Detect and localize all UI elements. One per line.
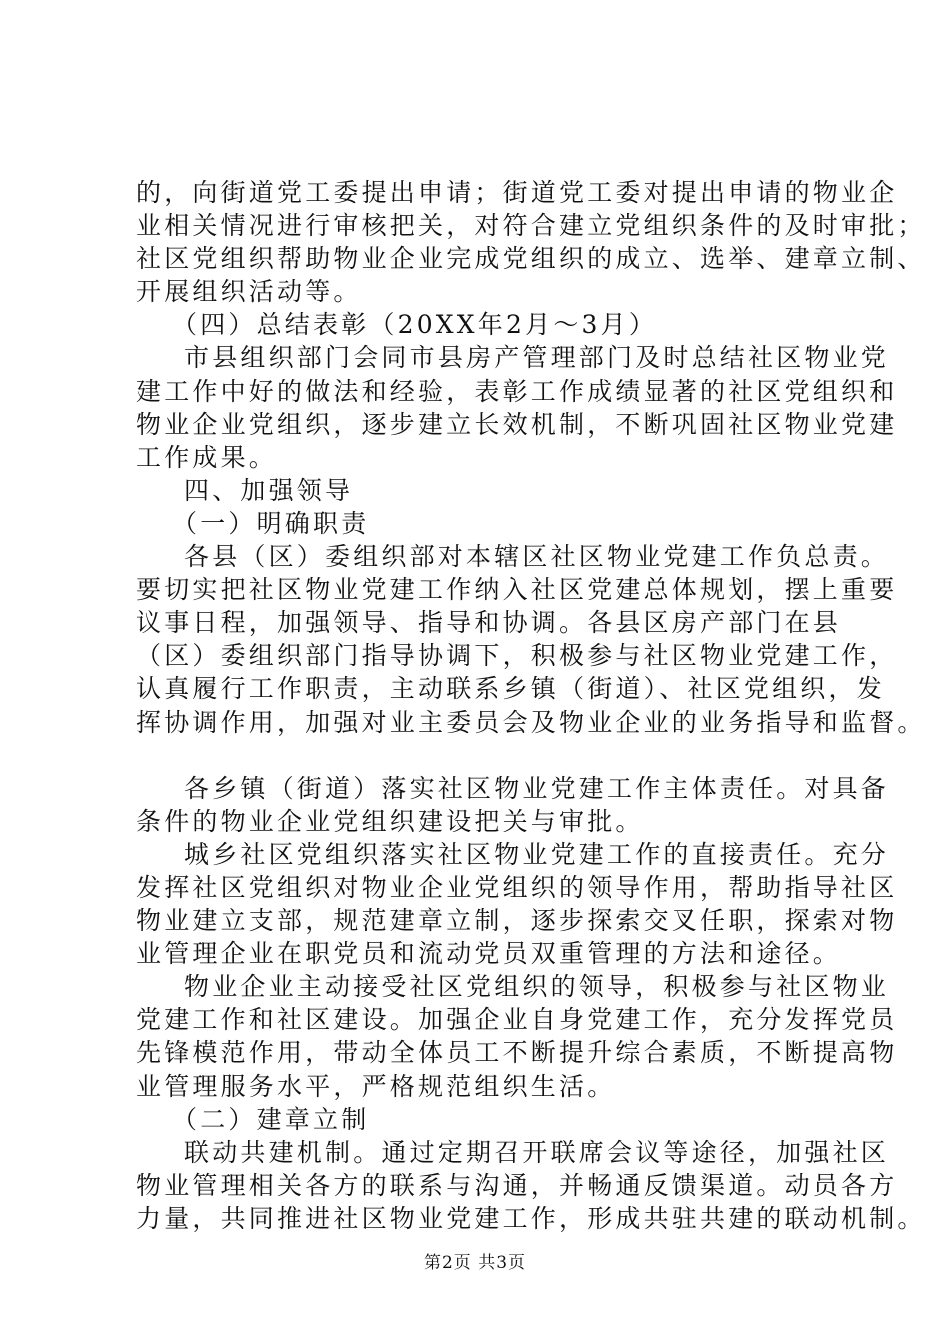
blank-line bbox=[136, 739, 856, 772]
text-line: 物业企业党组织，逐步建立长效机制，不断巩固社区物业党建 bbox=[136, 409, 898, 439]
paragraph-start: 各县（区）委组织部对本辖区社区物业党建工作负总责。 bbox=[184, 542, 890, 572]
subsection-heading: （一）明确职责 bbox=[172, 508, 370, 538]
text-line: （区）委组织部门指导协调下，积极参与社区物业党建工作， bbox=[136, 641, 898, 671]
text-line: 的，向街道党工委提出申请；街道党工委对提出申请的物业企 bbox=[136, 178, 898, 207]
paragraph-start: 物业企业主动接受社区党组织的领导，积极参与社区物业 bbox=[184, 972, 890, 1002]
section-heading: 四、加强领导 bbox=[184, 475, 354, 505]
text-line: 物业建立支部，规范建章立制，逐步探索交叉任职，探索对物 bbox=[136, 906, 898, 936]
text-line: 发挥社区党组织对物业企业党组织的领导作用，帮助指导社区 bbox=[136, 872, 898, 902]
text-line: 社区党组织帮助物业企业完成党组织的成立、选举、建章立制、 bbox=[136, 244, 926, 274]
document-body bbox=[136, 176, 926, 1235]
text-line: 认真履行工作职责，主动联系乡镇（街道）、社区党组织，发 bbox=[136, 674, 885, 704]
paragraph-start: 联动共建机制。通过定期召开联席会议等途径，加强社区 bbox=[184, 1137, 890, 1167]
section-heading: （四）总结表彰（20XX年2月～3月） bbox=[172, 310, 658, 340]
text-line: 议事日程，加强领导、指导和协调。各县区房产部门在县 bbox=[136, 608, 842, 638]
text-line: 业管理服务水平，严格规范组织生活。 bbox=[136, 1071, 616, 1101]
text-line: 业管理企业在职党员和流动党员双重管理的方法和途径。 bbox=[136, 939, 842, 969]
text-line: 先锋模范作用，带动全体员工不断提升综合素质，不断提高物 bbox=[136, 1038, 898, 1068]
text-line: 业相关情况进行审核把关，对符合建立党组织条件的及时审批； bbox=[136, 211, 926, 241]
subsection-heading: （二）建章立制 bbox=[172, 1104, 370, 1134]
page-footer: 第2页 共3页 bbox=[423, 1253, 527, 1273]
text-line: 力量，共同推进社区物业党建工作，形成共驻共建的联动机制。 bbox=[136, 1203, 926, 1233]
paragraph-start: 各乡镇（街道）落实社区物业党建工作主体责任。对具备 bbox=[184, 773, 890, 803]
text-line: 党建工作和社区建设。加强企业自身党建工作，充分发挥党员 bbox=[136, 1005, 898, 1035]
text-line: 挥协调作用，加强对业主委员会及物业企业的业务指导和监督。 bbox=[136, 707, 926, 737]
text-line: 条件的物业企业党组织建设把关与审批。 bbox=[136, 806, 644, 836]
text-line: 建工作中好的做法和经验，表彰工作成绩显著的社区党组织和 bbox=[136, 376, 898, 406]
text-line: 物业管理相关各方的联系与沟通，并畅通反馈渠道。动员各方 bbox=[136, 1170, 898, 1200]
paragraph-start: 城乡社区党组织落实社区物业党建工作的直接责任。充分 bbox=[184, 839, 890, 869]
text-line: 开展组织活动等。 bbox=[136, 277, 362, 307]
text-line: 工作成果。 bbox=[136, 442, 278, 472]
paragraph-start: 市县组织部门会同市县房产管理部门及时总结社区物业党 bbox=[184, 343, 890, 373]
text-line: 要切实把社区物业党建工作纳入社区党建总体规划，摆上重要 bbox=[136, 575, 898, 605]
